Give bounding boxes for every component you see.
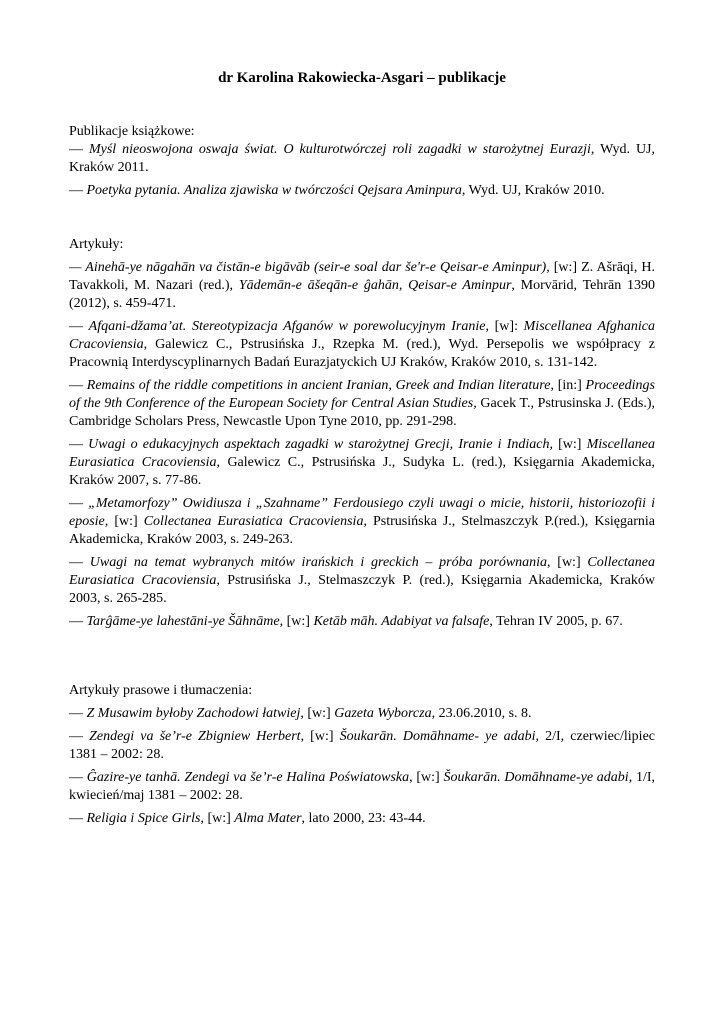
- entry-text: , Pstrusińska J., Stelmaszczyk P.(red.), Księgarnia Akademicka, Kraków 2003, s. 249-263.: [69, 514, 655, 547]
- entry-title-text: Afqani-džama’at. Stereotypizacja Afganów w porewolucyjnym Iranie: [88, 319, 486, 334]
- bibliography-entry: [69, 318, 655, 372]
- bibliography-entry: [69, 810, 655, 828]
- page-title: dr Karolina Rakowiecka-Asgari – publikacje: [218, 70, 506, 86]
- entry-text: , Galewicz C., Pstrusińska J., Rzepka M. (red.), Wyd. Persepolis we współpracy z Pracownią Interdyscyplinarnych Badań Eurazjatyckich UJ Kraków, Kraków 2010, s. 131-142.: [69, 337, 655, 370]
- entry-title-text: Myśl nieoswojona oswaja świat. O kulturotwórczej roli zagadki w starożytnej Eurazji: [88, 142, 591, 157]
- entry-title-text: Proceedings of the 9th Conference of the European Society for Central Asian Studies: [69, 378, 656, 411]
- entry-text: , 1/I, kwiecień/maj 1381 – 2002: 28.: [69, 770, 656, 803]
- entry-text: , [w:]: [279, 614, 314, 629]
- entry-title-text: Miscellanea Eurasiatica Cracoviensia: [69, 437, 655, 470]
- entry-title-text: Gazeta Wyborcza: [334, 706, 432, 721]
- entry-title-text: Collectanea Eurasiatica Cracoviensia: [69, 555, 656, 588]
- bibliography-entry: [69, 141, 655, 177]
- entry-text: , Wyd. UJ, Kraków 2010.: [461, 183, 605, 198]
- section-heading-press: Artykuły prasowe i tłumaczenia:: [69, 683, 253, 698]
- bibliography-entry: [69, 705, 655, 723]
- entry-text: , Pstrusińska J., Stelmaszczyk P. (red.), Księgarnia Akademicka, Kraków 2003, s. 265-285.: [69, 573, 655, 606]
- press-section: [69, 682, 655, 828]
- bibliography-entry: [69, 728, 655, 764]
- entry-title-text: „Metamorfozy” Owidiusza i „Szahname” Ferdousiego czyli uwagi o micie, historii, historiozofii i eposie: [69, 496, 656, 529]
- entry-title-text: Miscellanea Afghanica Cracoviensia: [69, 319, 656, 352]
- entry-text: , lato 2000, 23: 43-44.: [301, 811, 426, 826]
- bibliography-entry: [69, 554, 655, 608]
- entry-title-text: Collectanea Eurasiatica Cracoviensia: [143, 514, 364, 529]
- entry-text: —: [69, 142, 89, 157]
- bibliography-entry: [69, 769, 655, 805]
- entry-text: , 23.06.2010, s. 8.: [431, 706, 532, 721]
- entry-text: —: [69, 319, 89, 334]
- entry-title-text: Yādemān-e āšeqān-e ĝahān, Qeisar-e Aminpur: [238, 278, 512, 293]
- entry-text: —: [69, 614, 87, 629]
- entry-text: —: [69, 183, 87, 198]
- entry-title-text: Remains of the riddle competitions in ancient Iranian, Greek and Indian literature: [86, 378, 551, 393]
- entry-title-text: Zendegi va še’r-e Zbigniew Herbert: [89, 729, 301, 744]
- entry-text: , [w:]: [549, 437, 587, 452]
- entry-text: —: [69, 811, 87, 826]
- books-list: [69, 141, 655, 200]
- entry-text: , Tehran IV 2005, p. 67.: [489, 614, 623, 629]
- entry-text: , [w:]: [409, 770, 444, 785]
- bibliography-entry: [69, 377, 655, 431]
- entry-text: —: [69, 437, 89, 452]
- entry-text: , [w:]: [104, 514, 144, 529]
- entry-text: , 2/I, czerwiec/lipiec 1381 – 2002: 28.: [69, 729, 655, 762]
- entry-title-text: Poetyka pytania. Analiza zjawiska w twórczości Qejsara Aminpura: [86, 183, 462, 198]
- section-heading-articles: Artykuły:: [69, 237, 124, 252]
- press-list: [69, 705, 655, 828]
- entry-text: —: [69, 770, 87, 785]
- entry-text: —: [69, 706, 87, 721]
- entry-text: —: [69, 496, 89, 511]
- entry-text: , [w:]: [547, 555, 588, 570]
- articles-list: [69, 259, 655, 631]
- entry-title-text: Religia i Spice Girls: [86, 811, 201, 826]
- bibliography-entry: [69, 495, 655, 549]
- entry-text: , [w]:: [485, 319, 524, 334]
- entry-title-text: Uwagi o edukacyjnych aspektach zagadki w starożytnej Grecji, Iranie i Indiach: [88, 437, 550, 452]
- entry-text: —: [69, 555, 90, 570]
- articles-section: [69, 236, 655, 631]
- entry-text: , [in:]: [550, 378, 586, 393]
- entry-title-text: Ĝazire-ye tanhā. Zendegi va še’r-e Halina Poświatowska: [86, 770, 410, 785]
- entry-text: —: [69, 378, 87, 393]
- entry-text: , [w:] Z. Ašrāqi, H. Tavakkoli, M. Nazari (red.),: [69, 260, 655, 293]
- entry-title-text: — Ainehā-ye nāgahān va čistān-e bigāvāb (seir-e soal dar še'r-e Qeisar-e Aminpur): [69, 260, 547, 275]
- entry-text: , [w:]: [300, 706, 335, 721]
- entry-text: —: [69, 729, 90, 744]
- bibliography-entry: [69, 436, 655, 490]
- bibliography-entry: [69, 182, 655, 200]
- section-heading-books: Publikacje książkowe:: [69, 124, 195, 139]
- entry-text: , Morvārid, Tehrān 1390 (2012), s. 459-471.: [69, 278, 656, 311]
- entry-text: , Gacek T., Pstrusinska J. (Eds.), Cambridge Scholars Press, Newcastle Upon Tyne 2010, pp. 291-298.: [69, 396, 655, 429]
- entry-title-text: Šoukarān. Domāhname-ye adabi: [443, 770, 629, 785]
- entry-text: , [w:]: [300, 729, 340, 744]
- entry-title-text: Z Musawim byłoby Zachodowi łatwiej: [86, 706, 301, 721]
- entry-title-text: Šoukarān. Domāhname- ye adabi: [339, 729, 536, 744]
- entry-title-text: Ketāb māh. Adabiyat va falsafe: [313, 614, 490, 629]
- bibliography-entry: [69, 259, 655, 313]
- entry-title-text: Alma Mater: [234, 811, 302, 826]
- entry-title-text: Uwagi na temat wybranych mitów irańskich i greckich – próba porównania: [89, 555, 548, 570]
- entry-title-text: Tarĝāme-ye lahestāni-ye Šāhnāme: [86, 614, 280, 629]
- entry-text: , Wyd. UJ, Kraków 2011.: [69, 142, 656, 175]
- entry-text: , [w:]: [200, 811, 235, 826]
- entry-text: , Galewicz C., Pstrusińska J., Sudyka L. (red.), Księgarnia Akademicka, Kraków 2007, s. 77-86.: [69, 455, 655, 488]
- books-section: [69, 123, 655, 200]
- bibliography-entry: [69, 613, 655, 631]
